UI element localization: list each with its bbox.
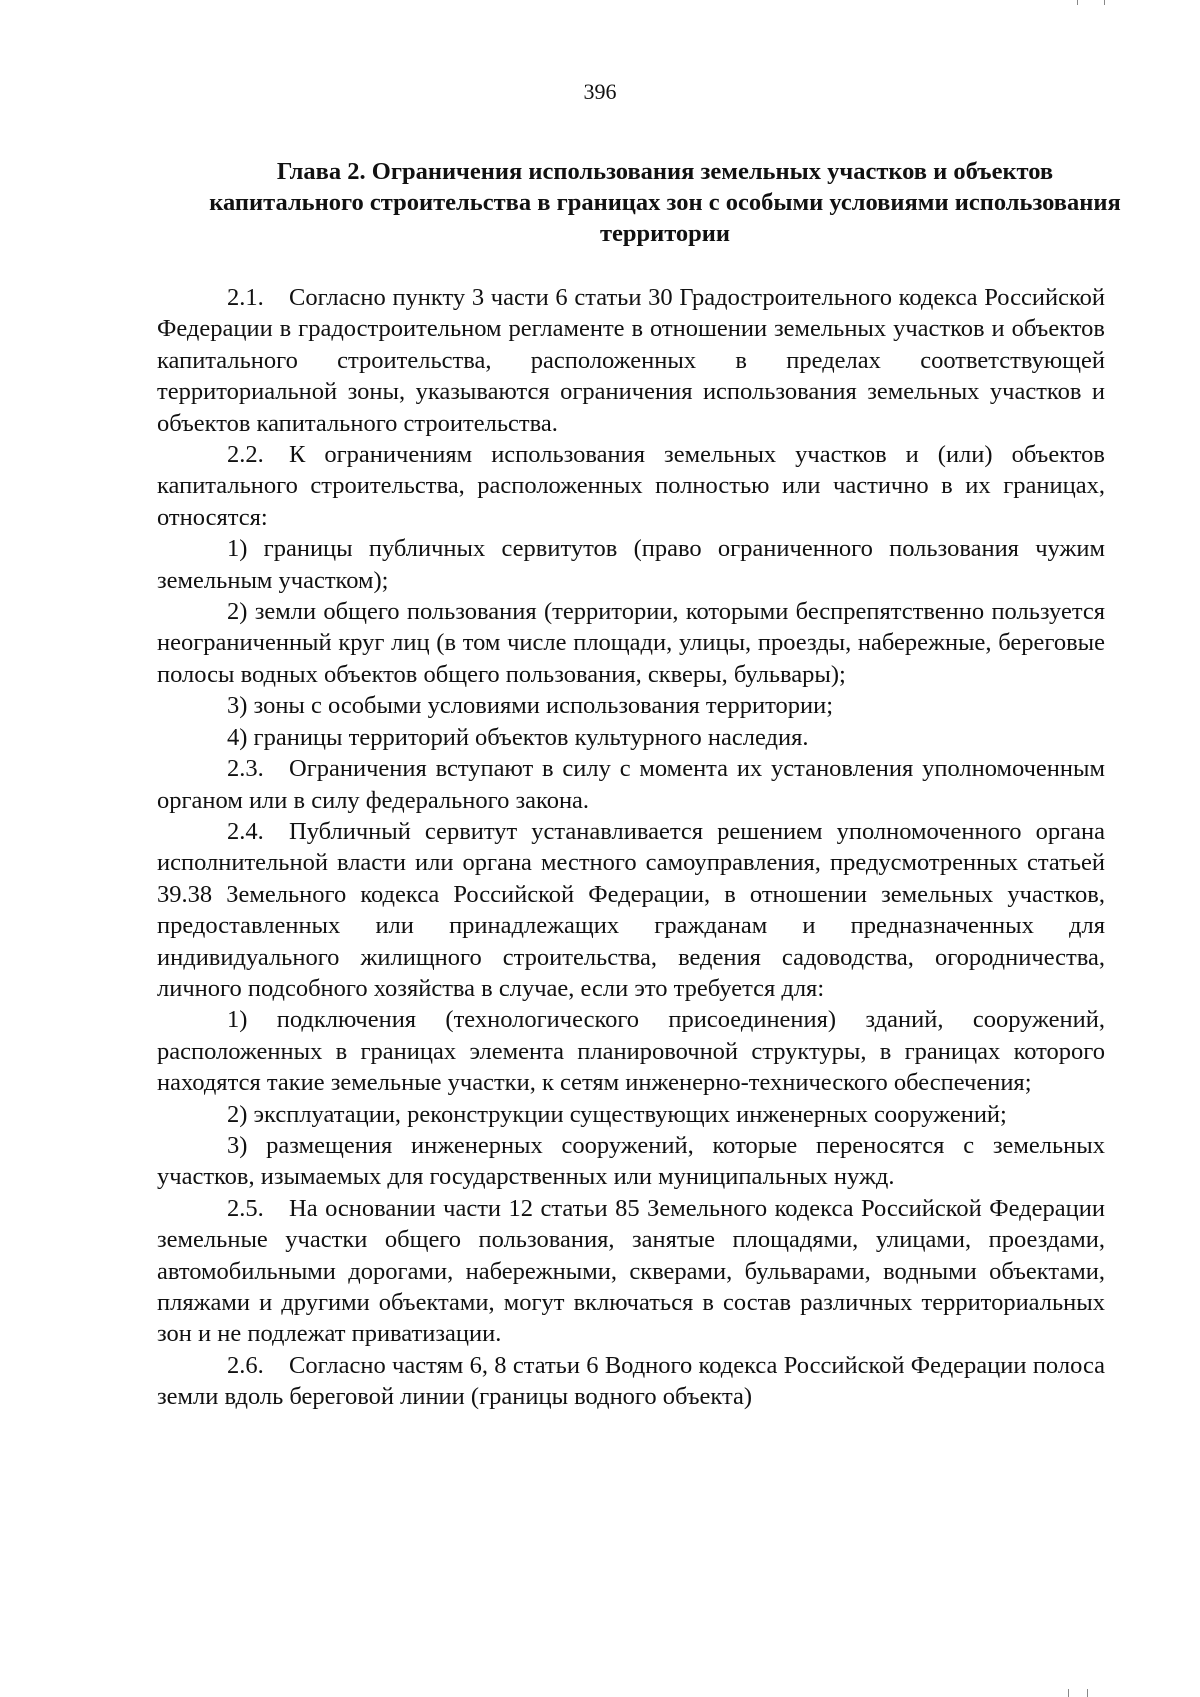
chapter-heading: Глава 2. Ограничения использования земельных участков и объектов капитального строительства в границах зон с особыми условиями использования территории [209,158,1121,247]
clause-number: 2.4. [227,817,264,845]
paragraph-2-5 [157,1193,1105,1350]
paragraph-text: Согласно пункту 3 части 6 статьи 30 Градостроительного кодекса Российской Федерации в градостроительном регламенте в отношении земельных участков и объектов капитального строительства, расположенных в пределах соответствующей территориальной зоны, указываются ограничения использования земельных участков и объектов капитального строительства. [157,284,1105,437]
paragraph-text: 2) земли общего пользования (территории, которыми беспрепятственно пользуется неограниченный круг лиц (в том числе площади, улицы, проезды, набережные, береговые полосы водных объектов общего пользования, скверы, бульвары); [157,598,1105,688]
list-item [157,722,1105,753]
paragraph-2-2 [157,439,1105,533]
paragraph-text: Публичный сервитут устанавливается решением уполномоченного органа исполнительной власти или органа местного самоуправления, предусмотренных статьей 39.38 Земельного кодекса Российской Федерации, в отношении земельных участков, предоставленных или принадлежащих гражданам и предназначенных для индивидуального жилищного строительства, ведения садоводства, огородничества, личного подсобного хозяйства в случае, если это требуется для: [157,817,1105,1002]
scan-edge-mark [1068,1689,1088,1697]
paragraph-text: 4) границы территорий объектов культурного наследия. [227,723,809,751]
paragraph-2-3 [157,753,1105,816]
list-item [157,596,1105,690]
paragraph-text: 2) эксплуатации, реконструкции существующих инженерных сооружений; [227,1100,1007,1128]
clause-number: 2.1. [227,284,264,311]
clause-number: 2.6. [227,1351,264,1379]
paragraph-text: Ограничения вступают в силу с момента их установления уполномоченным органом или в силу федерального закона. [157,755,1105,814]
clause-number: 2.3. [227,755,264,783]
clause-number: 2.2. [227,441,264,469]
list-item [157,1130,1105,1193]
document-body [157,282,1105,1413]
clause-number: 2.5. [227,1194,264,1222]
paragraph-text: 3) зоны с особыми условиями использования территории; [227,692,834,720]
page-number: 396 [583,79,617,104]
paragraph-2-4 [157,816,1105,1004]
paragraph-2-1 [157,282,1105,439]
list-item [157,533,1105,596]
list-item [157,1004,1105,1098]
paragraph-text: На основании части 12 статьи 85 Земельного кодекса Российской Федерации земельные участки общего пользования, занятые площадями, улицами, проездами, автомобильными дорогами, набережными, скверами, бульварами, водными объектами, пляжами и другими объектами, могут включаться в состав различных территориальных зон и не подлежат приватизации. [157,1194,1105,1348]
paragraph-text: К ограничениям использования земельных участков и (или) объектов капитального строительства, расположенных полностью или частично в их границах, относятся: [157,441,1105,531]
list-item [157,690,1105,721]
paragraph-text: 3) размещения инженерных сооружений, которые переносятся с земельных участков, изымаемых для государственных или муниципальных нужд. [157,1131,1105,1191]
paragraph-2-6 [157,1350,1105,1413]
paragraph-text: Согласно частям 6, 8 статьи 6 Водного кодекса Российской Федерации полоса земли вдоль береговой линии (границы водного объекта) [157,1351,1105,1411]
scan-edge-mark [1077,0,1105,5]
list-item [157,1099,1105,1130]
paragraph-text: 1) подключения (технологического присоединения) зданий, сооружений, расположенных в границах элемента планировочной структуры, в границах которого находятся такие земельные участки, к сетям инженерно-технического обеспечения; [157,1006,1105,1097]
paragraph-text: 1) границы публичных сервитутов (право ограниченного пользования чужим земельным участком); [157,535,1105,594]
